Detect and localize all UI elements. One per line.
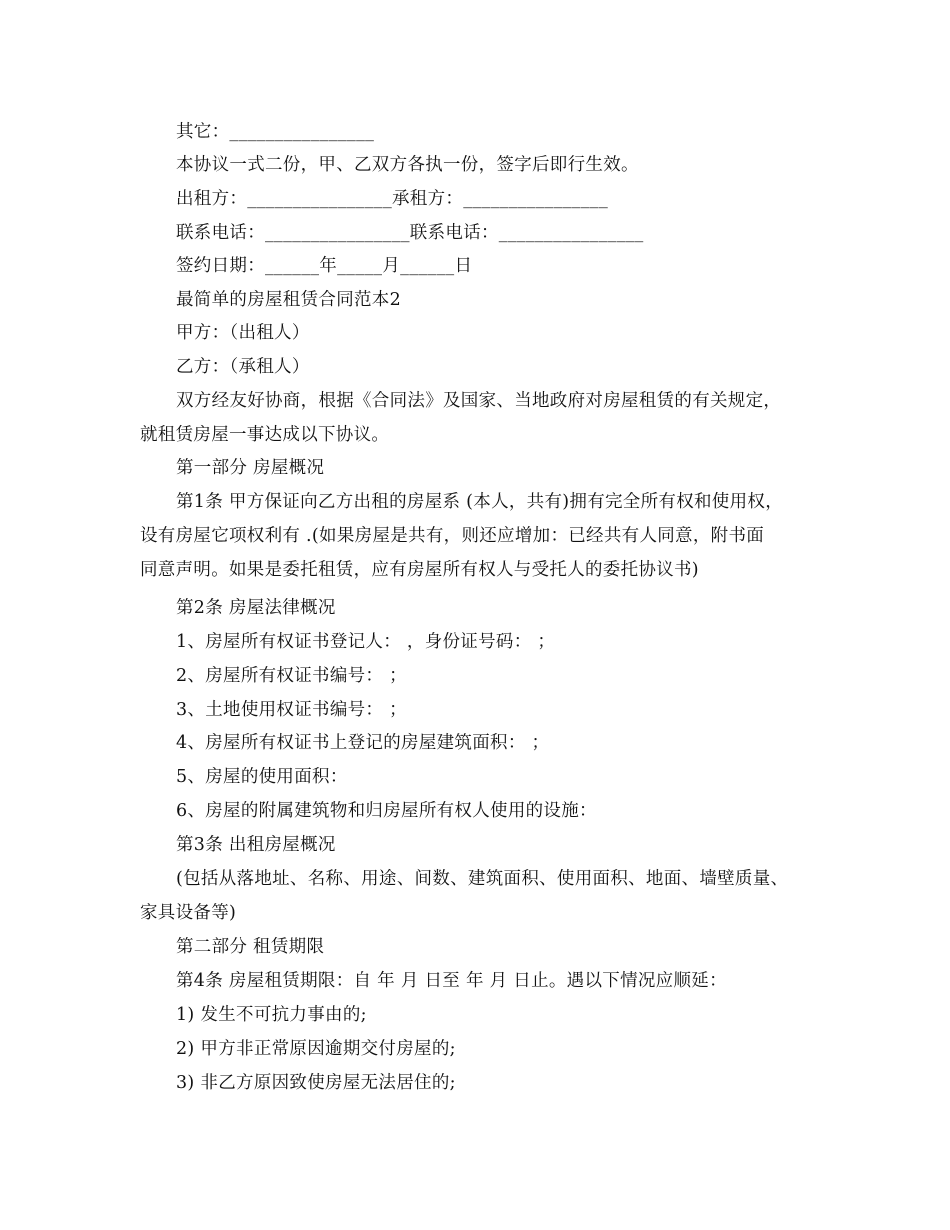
text-line-party-b: 乙方：（承租人） bbox=[176, 357, 310, 377]
list-item-1: 1、房屋所有权证书登记人： ，身份证号码： ； bbox=[176, 632, 556, 652]
condition-item-3: 3) 非乙方原因致使房屋无法居住的; bbox=[176, 1073, 456, 1093]
list-item-4: 4、房屋所有权证书上登记的房屋建筑面积： ； bbox=[176, 733, 550, 753]
list-item-6: 6、房屋的附属建筑物和归房屋所有权人使用的设施： bbox=[176, 801, 597, 821]
part-1-heading: 第一部分 房屋概况 bbox=[176, 458, 325, 478]
list-item-3: 3、土地使用权证书编号： ； bbox=[176, 700, 407, 720]
article-3-line-1: (包括从落地址、名称、用途、间数、建筑面积、使用面积、地面、墙壁质量、 bbox=[176, 869, 789, 889]
paragraph-intro-line-2: 就租赁房屋一事达成以下协议。 bbox=[140, 425, 390, 445]
section-title: 最简单的房屋租赁合同范本2 bbox=[176, 290, 402, 310]
text-line-party-a: 甲方：（出租人） bbox=[176, 323, 310, 343]
paragraph-intro-line-1: 双方经友好协商，根据《合同法》及国家、当地政府对房屋租赁的有关规定， bbox=[176, 391, 782, 411]
condition-item-1: 1) 发生不可抗力事由的; bbox=[176, 1005, 367, 1025]
part-2-heading: 第二部分 租赁期限 bbox=[176, 937, 325, 957]
text-line-parties-sign: 出租方：________________承租方：________________ bbox=[176, 189, 608, 209]
text-line-copies: 本协议一式二份，甲、乙双方各执一份，签字后即行生效。 bbox=[176, 155, 639, 175]
article-1-line-2: 设有房屋它项权利有 .(如果房屋是共有，则还应增加：已经共有人同意，附书面 bbox=[140, 526, 765, 546]
condition-item-2: 2) 甲方非正常原因逾期交付房屋的; bbox=[176, 1039, 456, 1059]
article-4-line: 第4条 房屋租赁期限：自 年 月 日至 年 月 日止。遇以下情况应顺延： bbox=[176, 971, 727, 991]
list-item-5: 5、房屋的使用面积： bbox=[176, 767, 348, 787]
article-1-line-1: 第1条 甲方保证向乙方出租的房屋系 (本人，共有)拥有完全所有权和使用权， bbox=[176, 492, 784, 512]
text-line-other: 其它：________________ bbox=[176, 122, 375, 142]
article-2-heading: 第2条 房屋法律概况 bbox=[176, 598, 336, 618]
article-3-line-2: 家具设备等) bbox=[140, 903, 237, 923]
text-line-sign-date: 签约日期：______年_____月______日 bbox=[176, 256, 473, 276]
article-1-line-3: 同意声明。如果是委托租赁，应有房屋所有权人与受托人的委托协议书) bbox=[140, 560, 699, 580]
list-item-2: 2、房屋所有权证书编号： ； bbox=[176, 666, 407, 686]
article-3-heading: 第3条 出租房屋概况 bbox=[176, 835, 336, 855]
text-line-phones: 联系电话：________________联系电话：________________ bbox=[176, 223, 644, 243]
